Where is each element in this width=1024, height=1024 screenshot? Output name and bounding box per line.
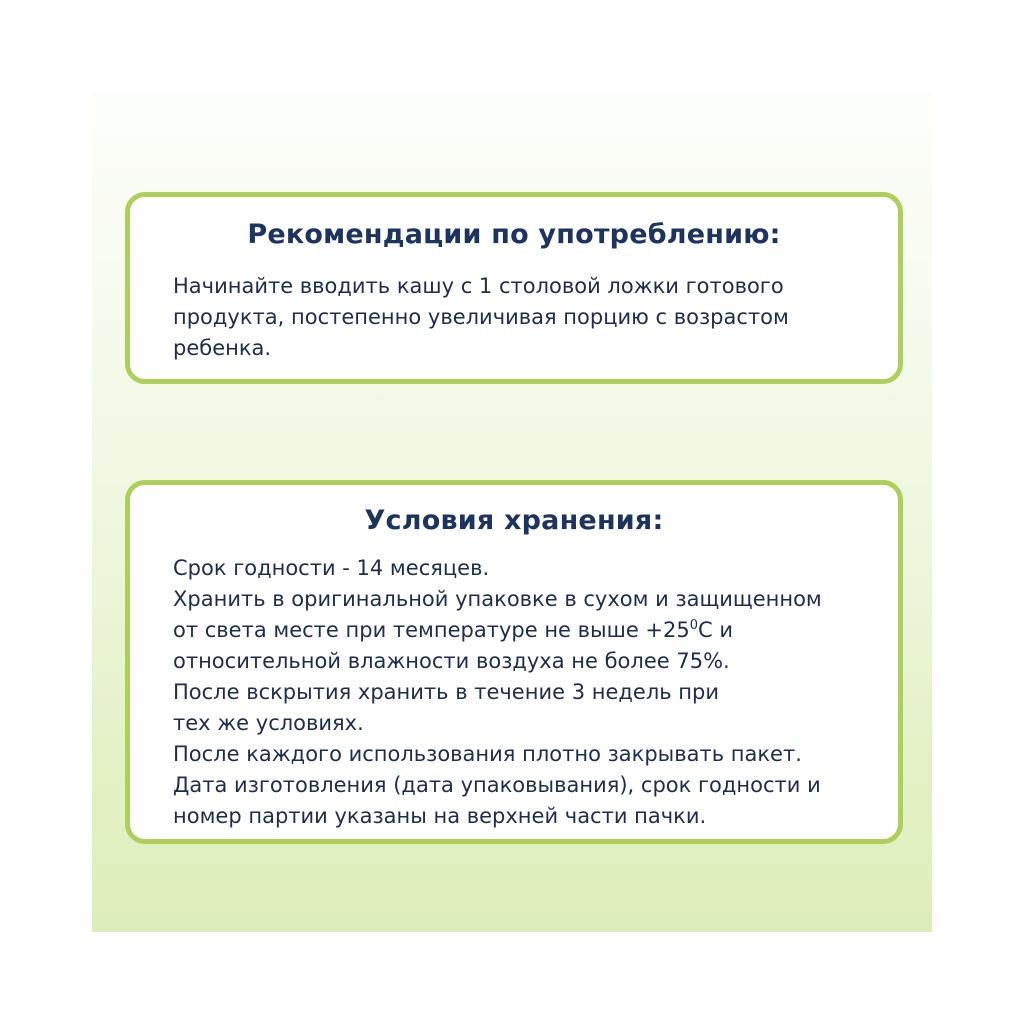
temperature-suffix: C и — [698, 618, 734, 642]
storage-line-temperature — [173, 615, 878, 646]
storage-text — [173, 553, 878, 832]
usage-text — [173, 271, 878, 364]
storage-line: относительной влажности воздуха не более 75%. — [173, 649, 730, 673]
storage-line: Хранить в оригинальной упаковке в сухом и защищенном — [173, 587, 822, 611]
storage-line: После каждого использования плотно закрывать пакет. — [173, 742, 802, 766]
storage-line: Срок годности - 14 месяцев. — [173, 556, 490, 580]
usage-line: Начинайте вводить кашу с 1 столовой ложки готового — [173, 274, 784, 298]
usage-title: Рекомендации по употреблению: — [247, 219, 781, 250]
storage-line: тех же условиях. — [173, 711, 364, 735]
usage-recommendations-card — [125, 192, 903, 384]
usage-line: ребенка. — [173, 336, 272, 360]
storage-conditions-card — [125, 480, 903, 844]
temperature-text: от света месте при температуре не выше +25 — [173, 618, 690, 642]
usage-line: продукта, постепенно увеличивая порцию с возрастом — [173, 305, 789, 329]
storage-line: номер партии указаны на верхней части пачки. — [173, 804, 707, 828]
degree-superscript: 0 — [689, 618, 699, 633]
storage-line: Дата изготовления (дата упаковывания), срок годности и — [173, 773, 821, 797]
storage-title: Условия хранения: — [364, 505, 664, 536]
storage-line: После вскрытия хранить в течение 3 недель при — [173, 680, 720, 704]
